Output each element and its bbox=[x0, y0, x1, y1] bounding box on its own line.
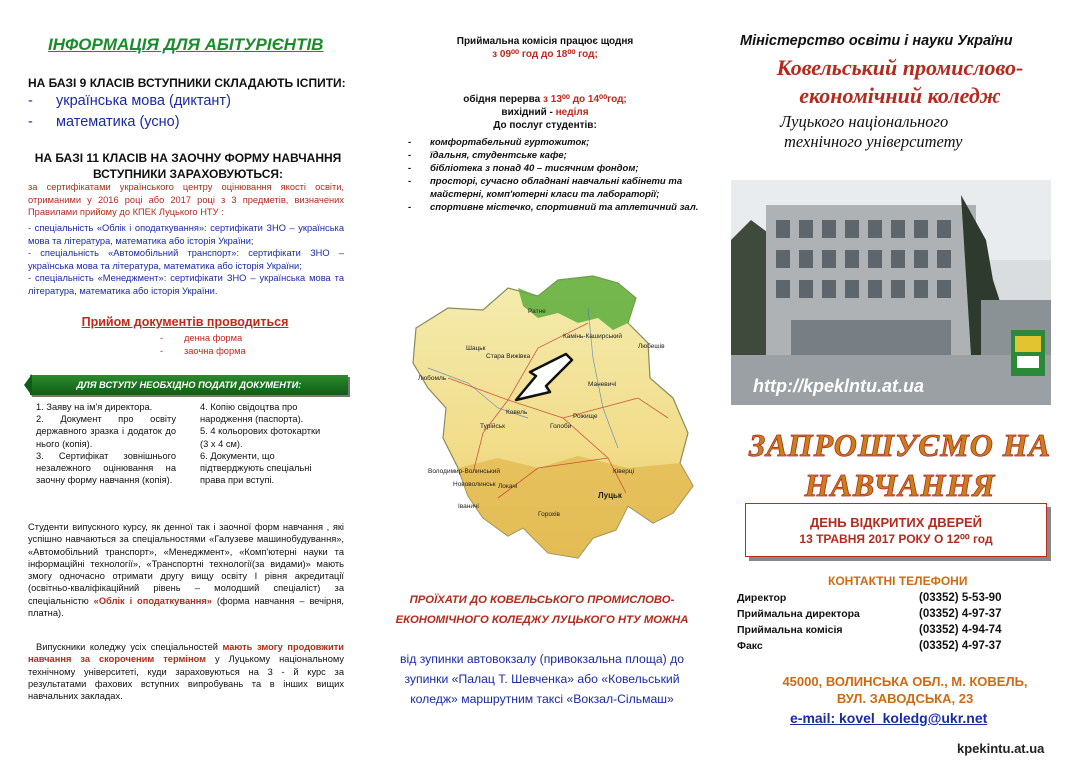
open-day-title: ДЕНЬ ВІДКРИТИХ ДВЕРЕЙ bbox=[809, 515, 983, 530]
graduates-specialty: «Облік і оподаткування» bbox=[93, 595, 212, 606]
address-line: 45000, ВОЛИНСЬКА ОБЛ., М. КОВЕЛЬ, bbox=[782, 674, 1028, 689]
document-item: 3. Сертифікат зовнішнього незалежного оцінювання на заочну форму навчання (копія). bbox=[36, 450, 176, 486]
map-label: Рожище bbox=[573, 413, 598, 420]
graduates-text: Студенти випускного курсу, як денної так і заочної форм навчання , які успішно навчаються за спеціальностями «Галузеве машинобудування», «Автомобільний транспорт», «Менеджмент», «Комп'ютерні науки та інформаційні технології», «Транспортні технології(за видами)» мають змогу одночасно отримати другу вищу освіту І рівня акредитації (освітньо-кваліфікаційний рівень – молодший спеціаліст) за спеціальністю bbox=[28, 522, 344, 606]
contact-phone: (03352) 5-53-90 bbox=[919, 592, 1002, 604]
graduates-tail: (форма навчання – вечірня, платна). bbox=[28, 595, 344, 619]
form-label: заочна форма bbox=[184, 346, 246, 356]
contact-row bbox=[737, 638, 1037, 654]
service-item: - бібліотека з понад 40 – тисячним фондом; bbox=[408, 163, 639, 174]
service-label: бібліотека з понад 40 – тисячним фондом; bbox=[430, 163, 639, 174]
nine-grade-heading: НА БАЗІ 9 КЛАСІВ ВСТУПНИКИ СКЛАДАЮТЬ ІСПИТИ: bbox=[28, 76, 346, 90]
invitation-line: ЗАПРОШУЄМО НА bbox=[748, 427, 1052, 463]
site-url: http://kpeklntu.at.ua bbox=[753, 376, 924, 396]
schedule bbox=[400, 35, 690, 61]
map-label: Любомль bbox=[418, 375, 447, 382]
address bbox=[760, 673, 1050, 707]
address-line: ВУЛ. ЗАВОДСЬКА, 23 bbox=[836, 691, 974, 706]
map-label: Луцьк bbox=[598, 491, 622, 500]
services-list bbox=[408, 136, 708, 214]
break-time: з 13⁰⁰ до 14⁰⁰год; bbox=[543, 94, 627, 105]
continue-paragraph bbox=[28, 641, 344, 702]
service-label: просторі, сучасно обладнані навчальні кабінети та майстерні, комп'ютерні класи та лабораторії; bbox=[430, 176, 683, 200]
schedule-hours: з 09⁰⁰ год до 18⁰⁰ год; bbox=[492, 49, 598, 60]
exam-item: - українська мова (диктант) bbox=[28, 93, 231, 109]
email-link[interactable]: e-mail: kovel_koledg@ukr.net bbox=[790, 710, 988, 726]
form-item: - заочна форма bbox=[160, 346, 246, 356]
specialty-item: - спеціальність «Автомобільний транспорт»: сертифікати ЗНО – українська мова та література, математика або історія України; bbox=[28, 248, 344, 271]
contact-label: Факс bbox=[737, 640, 763, 652]
certificate-text: за сертифікатами українського центру оцінювання якості освіти, отриманими у 2016 році або 2017 році з 3 предметів, визначених Правилами прийому до КПЕК Луцького НТУ : bbox=[28, 182, 344, 217]
map-label: Володимир-Волинський bbox=[428, 468, 501, 475]
service-item: - їдальня, студентське кафе; bbox=[408, 150, 567, 161]
route-text: від зупинки автовокзалу (привокзальна площа) до зупинки «Палац Т. Шевченка» або «Ковельський коледж» маршрутним таксі «Вокзал-Сільмаш» bbox=[400, 652, 684, 706]
document-item: 5. 4 кольорових фотокартки (3 х 4 см). bbox=[200, 426, 321, 449]
documents-list-left bbox=[36, 401, 176, 486]
map-label: Ківерці bbox=[613, 468, 635, 475]
continue-tail: у Луцькому національному технічному університеті, куди зараховуються на 3 - й курс за результатами фахових вступних випробувань та в інших вищих навчальних закладах. bbox=[28, 654, 345, 702]
documents-bar-label: ДЛЯ ВСТУПУ НЕОБХІДНО ПОДАТИ ДОКУМЕНТИ: bbox=[76, 380, 302, 390]
form-label: денна форма bbox=[184, 333, 243, 343]
building-image bbox=[731, 180, 1051, 405]
contact-phone: (03352) 4-94-74 bbox=[919, 624, 1002, 636]
break-line bbox=[400, 93, 690, 106]
map-label: Камінь-Каширський bbox=[563, 333, 623, 340]
dayoff-line bbox=[400, 106, 690, 119]
contacts-list bbox=[737, 590, 1037, 654]
eleven-grade-heading: НА БАЗІ 11 КЛАСІВ НА ЗАОЧНУ ФОРМУ НАВЧАННЯ ВСТУПНИКИ ЗАРАХОВУЮТЬСЯ: bbox=[34, 151, 342, 181]
contact-row bbox=[737, 606, 1037, 622]
university-line: Луцького національного bbox=[780, 112, 949, 131]
contact-phone: (03352) 4-97-37 bbox=[919, 640, 1002, 652]
document-item: 1. Заяву на ім'я директора. bbox=[36, 402, 153, 412]
document-item: 6. Документи, що підтверджують спеціальні права при вступі. bbox=[200, 450, 312, 486]
map-label: Любешів bbox=[638, 343, 665, 350]
continue-highlight: мають змогу продовжити навчання за скороченим терміном bbox=[28, 642, 344, 665]
university-line: технічного університету bbox=[784, 132, 963, 151]
bar-arrow-icon bbox=[24, 374, 32, 396]
map-label: Локачі bbox=[498, 483, 518, 490]
graduates-paragraph bbox=[28, 521, 344, 619]
specialty-item: - спеціальність «Облік і оподаткування»: сертифікати ЗНО – українська мова та література, математика або історія України; bbox=[28, 223, 344, 246]
form-item: - денна форма bbox=[160, 333, 243, 343]
document-item: 2. Документ про освіту державного зразка і додаток до нього (копія). bbox=[36, 414, 176, 449]
contacts-title: КОНТАКТНІ ТЕЛЕФОНИ bbox=[828, 574, 968, 588]
exam-item: - математика (усно) bbox=[28, 114, 180, 130]
college-emblem-icon bbox=[1011, 330, 1045, 376]
service-item: - спортивне містечко, спортивний та атлетичний зал. bbox=[408, 202, 699, 213]
specialties-list bbox=[28, 222, 344, 297]
map-label: Турійськ bbox=[480, 423, 505, 430]
contact-phone: (03352) 4-97-37 bbox=[919, 608, 1002, 620]
dayoff-label: вихідний - bbox=[501, 107, 553, 118]
travel-heading: ПРОЇХАТИ ДО КОВЕЛЬСЬКОГО ПРОМИСЛОВО-ЕКОНОМІЧНОГО КОЛЕДЖУ ЛУЦЬКОГО НТУ МОЖНА bbox=[395, 594, 689, 626]
forms-list bbox=[160, 332, 246, 358]
map-label: Маневичі bbox=[588, 381, 617, 388]
watermark: kpekintu.at.ua bbox=[957, 741, 1045, 756]
exam-label: математика (усно) bbox=[56, 114, 180, 130]
volyn-region-map bbox=[388, 268, 708, 568]
map-label: Ратне bbox=[528, 308, 546, 315]
contact-label: Директор bbox=[737, 592, 787, 604]
contact-label: Приймальна директора bbox=[737, 608, 860, 620]
map-label: Горохів bbox=[538, 511, 561, 518]
university-name bbox=[780, 112, 963, 152]
map-label: Ковель bbox=[506, 409, 528, 416]
service-item: - комфортабельний гуртожиток; bbox=[408, 137, 590, 148]
info-title: ІНФОРМАЦІЯ ДЛЯ АБІТУРІЄНТІВ bbox=[48, 35, 324, 54]
map-label: Голоби bbox=[550, 423, 572, 430]
documents-bar bbox=[30, 375, 348, 395]
map-label: Нововолинськ bbox=[453, 481, 496, 488]
invitation-line: НАВЧАННЯ bbox=[804, 467, 996, 503]
contact-row bbox=[737, 622, 1037, 638]
documents-list-right bbox=[200, 401, 328, 486]
break-label: обідня перерва bbox=[463, 94, 541, 105]
map-label: Шацьк bbox=[466, 345, 486, 352]
specialty-item: - спеціальність «Менеджмент»: сертифікати ЗНО – українська мова та література, математика або історія України. bbox=[28, 273, 344, 296]
open-day-date: 13 ТРАВНЯ 2017 РОКУ О 12⁰⁰ год bbox=[799, 532, 993, 546]
contact-label: Приймальна комісія bbox=[737, 624, 843, 636]
exam-label: українська мова (диктант) bbox=[56, 93, 231, 109]
open-day-box bbox=[745, 503, 1047, 557]
invitation-heading bbox=[735, 425, 1065, 505]
break-info bbox=[400, 93, 690, 132]
ministry-title: Міністерство освіти і науки України bbox=[740, 33, 1013, 49]
priyom-heading: Прийом документів проводиться bbox=[81, 315, 289, 329]
document-item: 4. Копію свідоцтва про народження (паспорта). bbox=[200, 402, 304, 425]
schedule-line: Приймальна комісія працює щодня bbox=[456, 36, 634, 47]
map-label: Стара Вижівка bbox=[486, 353, 531, 360]
college-building-photo bbox=[731, 180, 1051, 405]
map-label: Іваничі bbox=[458, 503, 479, 510]
service-label: комфортабельний гуртожиток; bbox=[430, 137, 590, 148]
service-label: спортивне містечко, спортивний та атлетичний зал. bbox=[430, 202, 699, 213]
continue-intro: Випускники коледжу усіх спеціальностей bbox=[36, 642, 218, 652]
services-heading: До послуг студентів: bbox=[493, 120, 597, 131]
service-label: їдальня, студентське кафе; bbox=[430, 150, 567, 161]
contact-row bbox=[737, 590, 1037, 606]
service-item: - просторі, сучасно обладнані навчальні кабінети та майстерні, комп'ютерні класи та лабораторії; bbox=[408, 175, 708, 201]
college-name: Ковельський промислово-економічний коледж bbox=[776, 55, 1024, 108]
dayoff-value: неділя bbox=[555, 107, 589, 118]
